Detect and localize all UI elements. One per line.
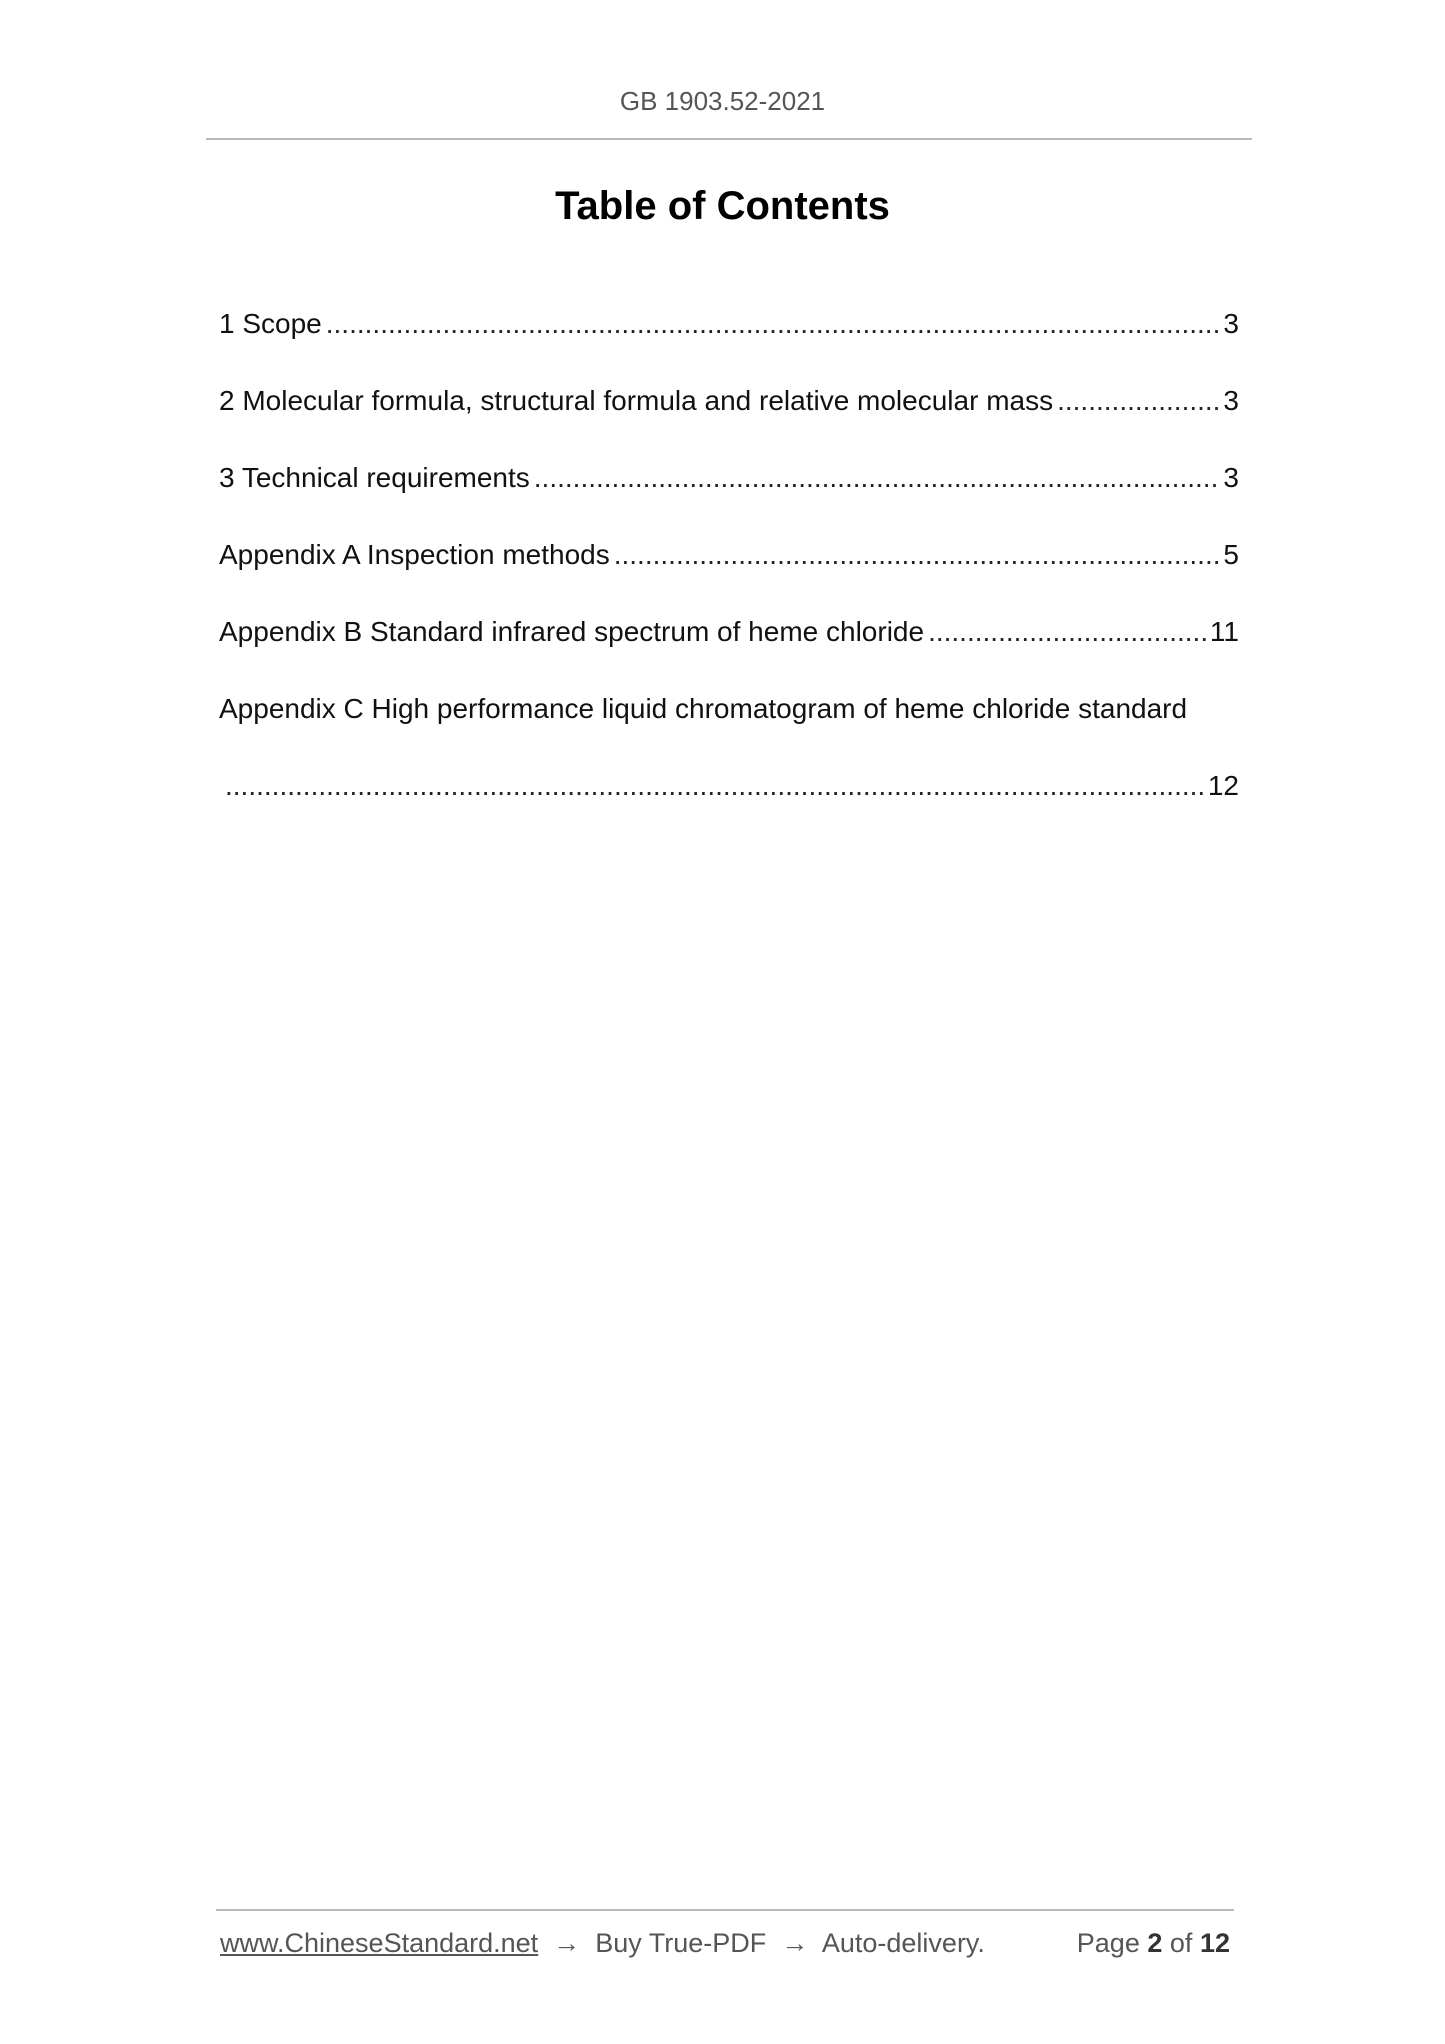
website-link[interactable]: www.ChineseStandard.net	[220, 1928, 539, 1958]
toc-entry-appendix-b[interactable]	[219, 604, 1239, 681]
toc-page-number: 3	[1223, 308, 1239, 339]
toc-leader-dots	[928, 604, 1206, 660]
document-header: GB 1903.52-2021	[619, 86, 826, 116]
toc-leader-dots	[225, 758, 1204, 814]
toc-page-number: 12	[1207, 770, 1239, 801]
footer-promo	[220, 1928, 985, 1959]
page-indicator	[1077, 1928, 1230, 1959]
header-divider	[206, 138, 1252, 140]
toc-leader-dots	[614, 527, 1220, 583]
of-word: of	[1169, 1928, 1193, 1958]
toc-entry-appendix-a[interactable]	[219, 527, 1239, 604]
document-footer	[220, 1928, 1230, 1959]
toc-entry-label: Appendix A Inspection methods	[219, 539, 610, 570]
toc-entry-label: Appendix C High performance liquid chromatogram of heme chloride standard	[219, 693, 1188, 724]
toc-page-number: 11	[1209, 616, 1239, 647]
toc-entry-label: 2 Molecular formula, structural formula and relative molecular mass	[219, 385, 1054, 416]
buy-pdf-text: Buy True-PDF	[595, 1928, 767, 1958]
toc-entry-label: 3 Technical requirements	[219, 462, 530, 493]
arrow-right-icon: →	[553, 1928, 581, 1958]
toc-page-number: 5	[1223, 539, 1239, 570]
toc-entry-technical-requirements[interactable]	[219, 450, 1239, 527]
toc-page-number: 3	[1223, 462, 1239, 493]
arrow-right-icon: →	[781, 1928, 809, 1958]
toc-entry-label: Appendix B Standard infrared spectrum of heme chloride	[219, 616, 925, 647]
toc-page-number: 3	[1223, 385, 1239, 416]
page-word: Page	[1076, 1928, 1140, 1958]
toc-entry-label: 1 Scope	[219, 308, 322, 339]
toc-entry-continuation	[219, 758, 1239, 835]
toc-entry-appendix-c[interactable]	[219, 681, 1239, 835]
toc-entry-molecular-formula[interactable]	[219, 373, 1239, 450]
total-pages-number: 12	[1199, 1928, 1230, 1958]
toc-title: Table of Contents	[555, 184, 890, 228]
toc-leader-dots	[326, 296, 1220, 352]
auto-delivery-text: Auto-delivery.	[821, 1928, 985, 1958]
toc-leader-dots	[1057, 373, 1219, 429]
footer-divider	[216, 1909, 1234, 1911]
current-page-number: 2	[1147, 1928, 1163, 1958]
toc-entry-scope[interactable]	[219, 296, 1239, 373]
toc-leader-dots	[534, 450, 1220, 506]
table-of-contents	[219, 296, 1239, 835]
